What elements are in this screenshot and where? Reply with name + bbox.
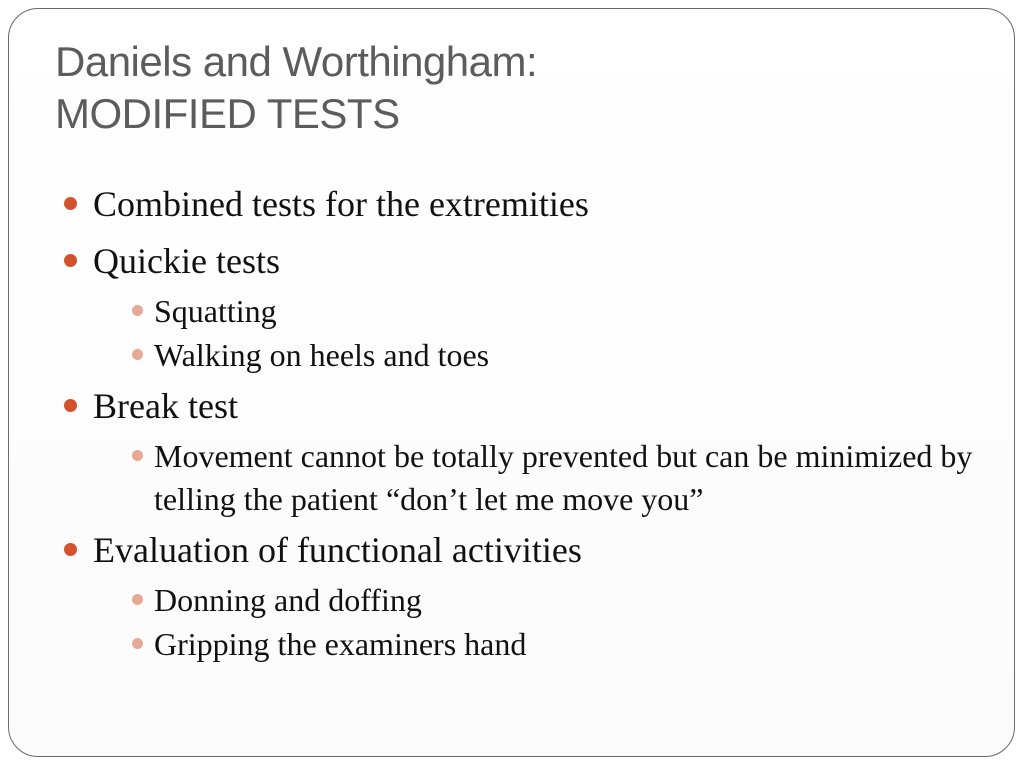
sub-bullet-item — [62, 334, 992, 377]
bullet-dot-icon — [64, 254, 77, 267]
sub-bullet-text: Donning and doffing — [154, 582, 422, 618]
bullet-dot-icon — [64, 543, 77, 556]
bullet-item — [62, 528, 992, 572]
bullet-text: Break test — [93, 386, 238, 426]
bullet-item — [62, 239, 992, 283]
title-line-2: MODIFIED TESTS — [55, 90, 400, 137]
bullet-item — [62, 182, 992, 226]
bullet-text: Evaluation of functional activities — [93, 530, 582, 570]
sub-bullet-dot-icon — [132, 349, 143, 360]
bullet-item — [62, 384, 992, 428]
title-line-1: Daniels and Worthingham: — [55, 38, 538, 85]
sub-bullet-item — [62, 290, 992, 333]
bullet-list — [62, 182, 992, 673]
sub-bullet-item — [62, 623, 992, 666]
sub-bullet-text: Walking on heels and toes — [154, 337, 490, 373]
slide-title — [55, 36, 537, 140]
sub-bullet-item — [62, 435, 992, 521]
sub-bullet-text: Squatting — [154, 293, 277, 329]
sub-bullet-dot-icon — [132, 305, 143, 316]
bullet-text: Combined tests for the extremities — [93, 184, 589, 224]
sub-bullet-text: Gripping the examiners hand — [154, 626, 527, 662]
sub-bullet-dot-icon — [132, 594, 143, 605]
sub-bullet-item — [62, 579, 992, 622]
bullet-text: Quickie tests — [93, 241, 280, 281]
sub-bullet-dot-icon — [132, 450, 143, 461]
bullet-dot-icon — [64, 399, 77, 412]
sub-bullet-text: Movement cannot be totally prevented but can be minimized by telling the patient “don’t let me move you” — [154, 438, 973, 517]
sub-bullet-dot-icon — [132, 638, 143, 649]
bullet-dot-icon — [64, 197, 77, 210]
